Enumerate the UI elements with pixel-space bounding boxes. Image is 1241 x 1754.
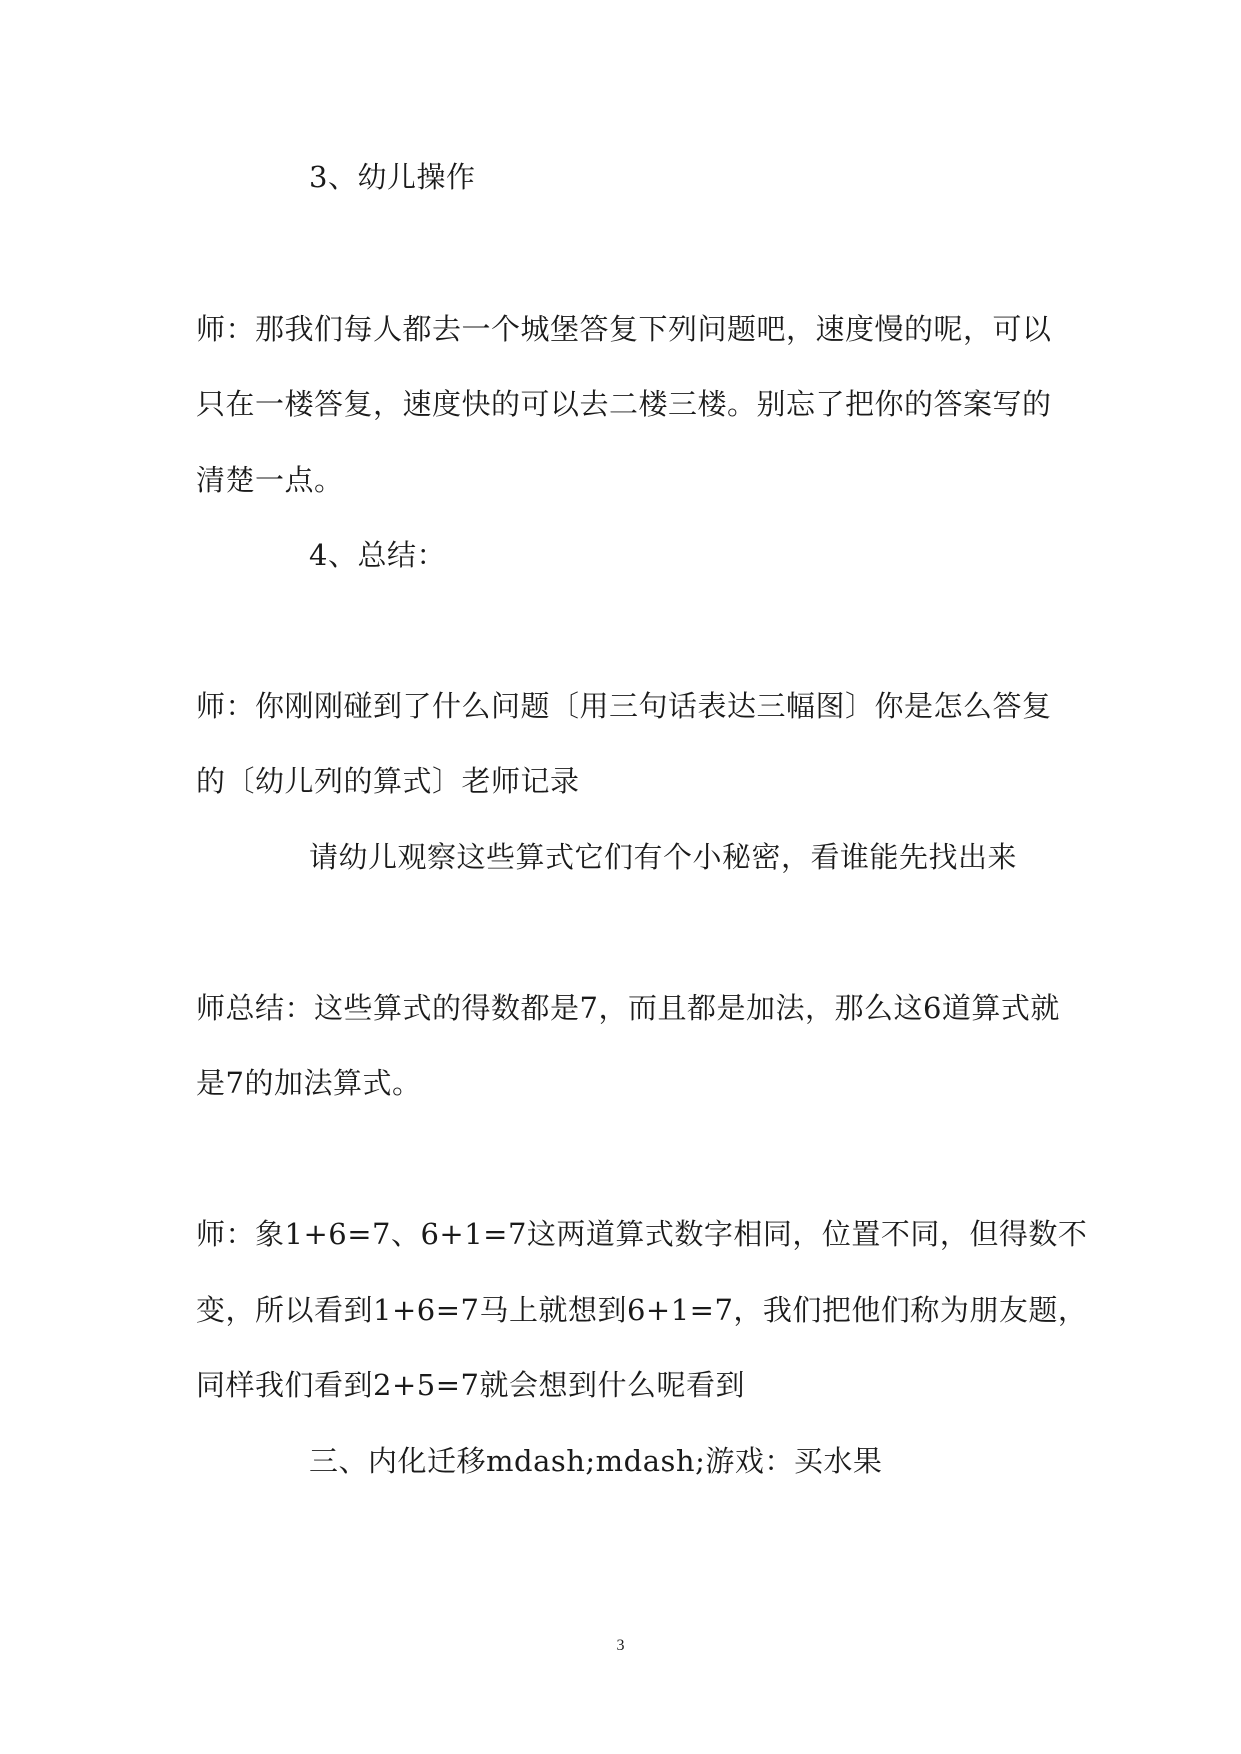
heading-step-4: 4、总结： — [309, 538, 446, 572]
paragraph-line: 师：那我们每人都去一个城堡答复下列问题吧，速度慢的呢，可以 — [196, 312, 1052, 346]
paragraph-line: 的〔幼儿列的算式〕老师记录 — [196, 764, 580, 798]
paragraph-line: 师总结：这些算式的得数都是7，而且都是加法，那么这6道算式就 — [196, 991, 1060, 1025]
paragraph-line: 请幼儿观察这些算式它们有个小秘密，看谁能先找出来 — [309, 840, 1018, 874]
paragraph-line: 是7的加法算式。 — [196, 1066, 422, 1100]
heading-section-3: 三、内化迁移mdash;mdash;游戏：买水果 — [309, 1444, 883, 1478]
page-number: 3 — [616, 1637, 625, 1654]
paragraph-line: 同样我们看到2+5=7就会想到什么呢看到 — [196, 1368, 745, 1402]
paragraph-line: 变，所以看到1+6=7马上就想到6+1=7，我们把他们称为朋友题， — [196, 1293, 1088, 1327]
paragraph-line: 师：你刚刚碰到了什么问题〔用三句话表达三幅图〕你是怎么答复 — [196, 689, 1052, 723]
paragraph-line: 师：象1+6=7、6+1=7这两道算式数字相同，位置不同，但得数不 — [196, 1217, 1088, 1251]
paragraph-line: 只在一楼答复，速度快的可以去二楼三楼。别忘了把你的答案写的 — [196, 387, 1052, 421]
heading-step-3: 3、幼儿操作 — [309, 160, 476, 194]
paragraph-line: 清楚一点。 — [196, 463, 344, 497]
